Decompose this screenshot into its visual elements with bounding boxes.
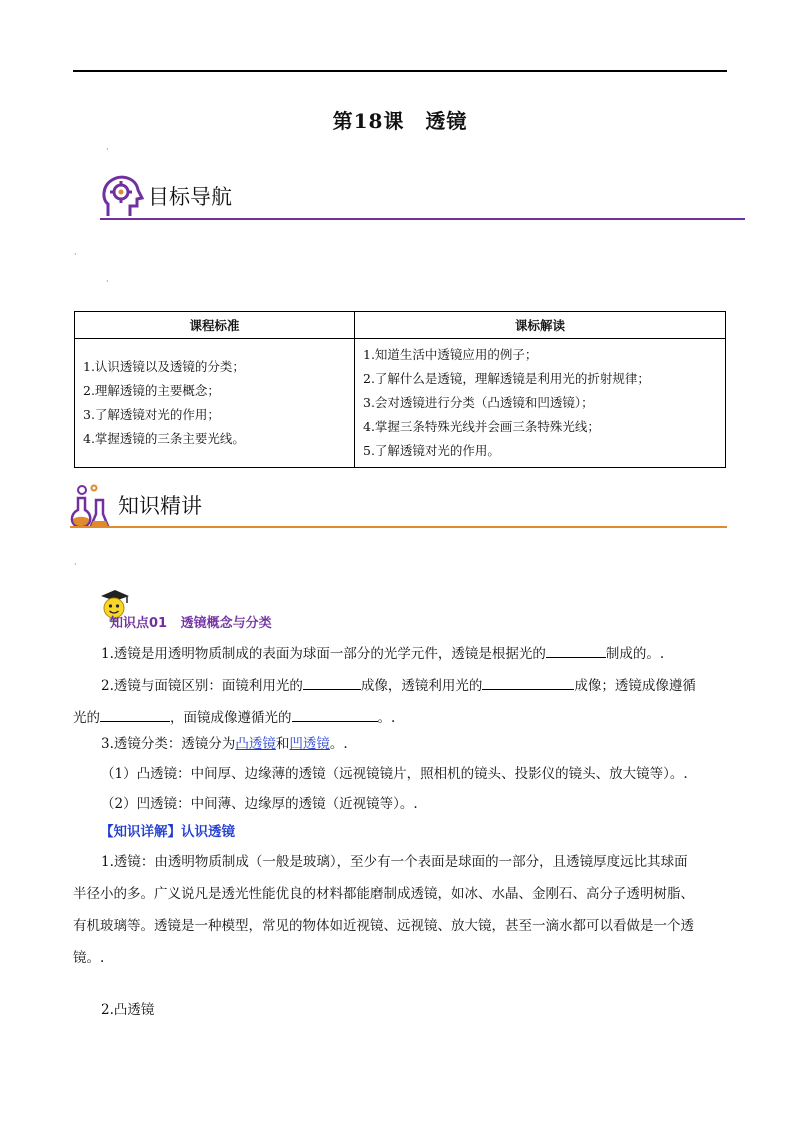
paragraph-lens-vs-mirror: 2.透镜与面镜区别：面镜利用光的 成像，透镜利用光的 成像；透镜成像遵循 光的 ，面镜成像遵循光的 。.: [73, 670, 733, 734]
flask-icon: [70, 484, 112, 528]
section-title-goal: 目标导航: [148, 185, 232, 209]
paragraph-lens-detail: 1.透镜：由透明物质制成（一般是玻璃），至少有一个表面是球面的一部分，且透镜厚度远比其球面 半径小的多。广义说凡是透光性能优良的材料都能磨制成透镜，如冰、水晶、金刚石、高分子透明树脂、 有机玻璃等。透镜是一种模型，常见的物体如近视镜、远视镜、放大镜，甚至一滴水都可以看做是一个透 镜。.: [73, 854, 694, 966]
table-header-standard: 课程标准: [75, 312, 355, 339]
list-item: 2.理解透镜的主要概念；: [83, 383, 220, 398]
list-item: 1.知道生活中透镜应用的例子；: [363, 347, 538, 362]
paragraph-convex: （1）凸透镜：中间厚、边缘薄的透镜（远视镜镜片，照相机的镜头、投影仪的镜头、放大镜等）。.: [101, 766, 688, 782]
paragraph-mark: ·: [106, 145, 109, 154]
paragraph-mark: ·: [74, 560, 77, 569]
list-item: 3.会对透镜进行分类（凸透镜和凹透镜）；: [363, 395, 594, 410]
table-cell-standards: [75, 339, 355, 468]
paragraph-mark: ·: [106, 277, 109, 286]
concave-lens-link[interactable]: 凹透镜: [289, 736, 330, 752]
knowledge-point-heading: [110, 612, 272, 631]
top-rule: [73, 70, 727, 72]
paragraph-concave: （2）凹透镜：中间薄、边缘厚的透镜（近视镜等）。.: [101, 796, 418, 812]
list-item: 4.掌握三条特殊光线并会画三条特殊光线；: [363, 419, 600, 434]
paragraph-lens-types: 3.透镜分类：透镜分为凸透镜和凹透镜。.: [101, 736, 348, 752]
section-goal-header: [100, 172, 740, 224]
list-item: 5.了解透镜对光的作用。: [363, 443, 500, 458]
paragraph-convex-heading: 2.凸透镜: [101, 1002, 155, 1018]
paragraph-mark: ·: [74, 250, 77, 259]
fill-blank[interactable]: [292, 707, 378, 722]
fill-blank[interactable]: [100, 707, 170, 722]
list-item: 2.了解什么是透镜，理解透镜是利用光的折射规律；: [363, 371, 650, 386]
section-knowledge-header: [70, 484, 730, 530]
section-goal-underline: [100, 218, 745, 220]
page-title: 第18课 透镜: [332, 109, 468, 133]
list-item: 3.了解透镜对光的作用；: [83, 407, 220, 422]
convex-lens-link[interactable]: 凸透镜: [235, 736, 276, 752]
fill-blank[interactable]: [303, 675, 361, 690]
fill-blank[interactable]: [546, 643, 606, 658]
list-item: 4.掌握透镜的三条主要光线。: [83, 431, 245, 446]
section-title-knowledge: 知识精讲: [118, 494, 202, 518]
paragraph-lens-definition: 1.透镜是用透明物质制成的表面为球面一部分的光学元件，透镜是根据光的 制成的。.: [73, 638, 733, 670]
detail-heading: 【知识详解】认识透镜: [100, 824, 235, 840]
list-item: 1.认识透镜以及透镜的分类；: [83, 359, 245, 374]
curriculum-table: [74, 311, 726, 468]
table-header-interpretation: 课标解读: [355, 312, 726, 339]
knowledge-point-title: 透镜概念与分类: [180, 616, 272, 631]
table-cell-interpretation: [355, 339, 726, 468]
knowledge-point-label: 知识点01: [110, 616, 168, 631]
section-knowledge-underline: [70, 526, 727, 528]
head-gear-icon: [100, 172, 144, 218]
fill-blank[interactable]: [482, 675, 574, 690]
